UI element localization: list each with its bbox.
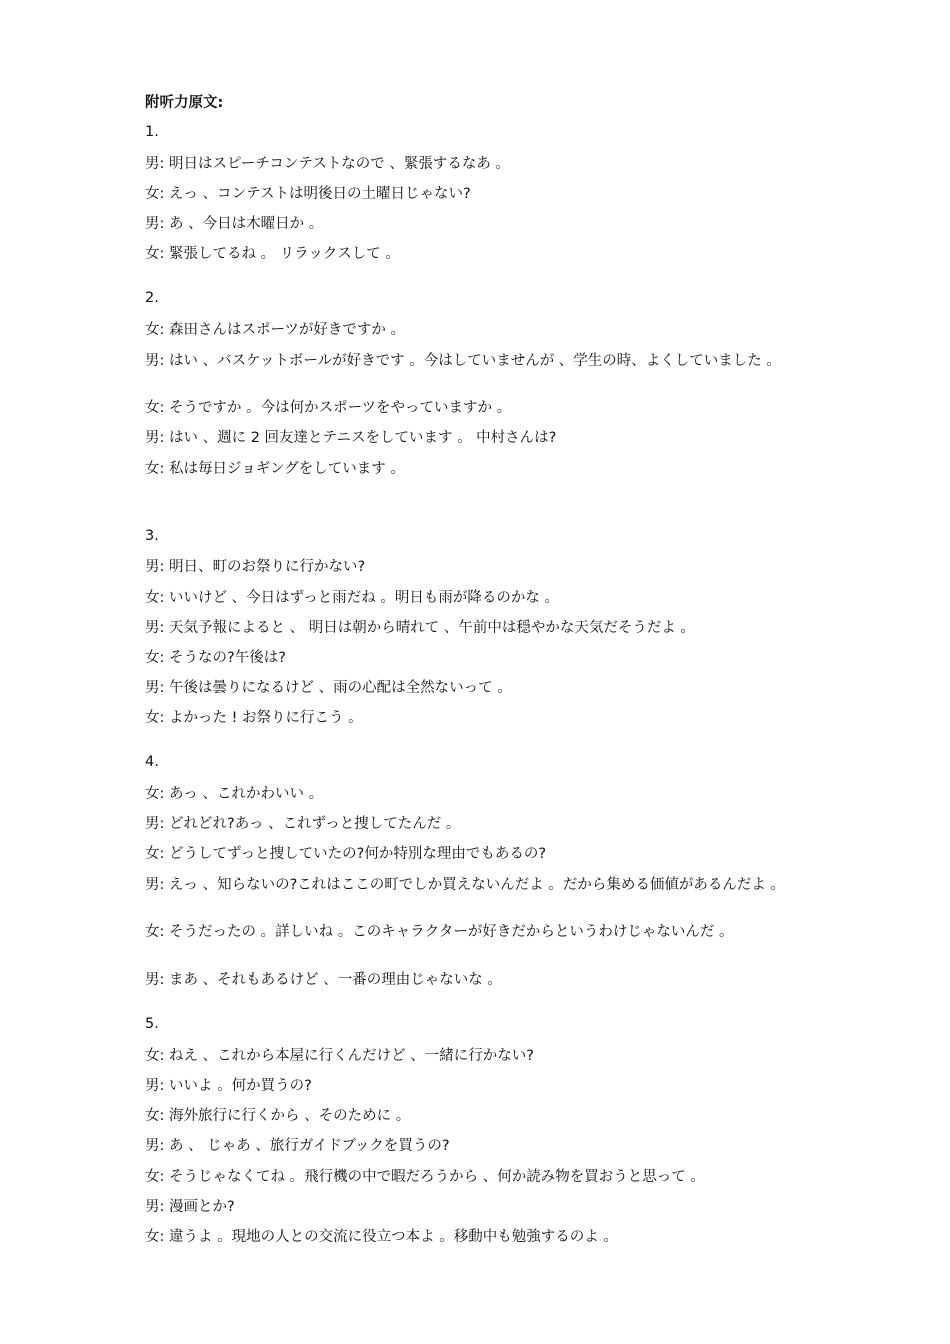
dialogue-line: 女: そうじゃなくてね 。飛行機の中で暇だろうから 、何か読み物を買おうと思って 。 — [145, 1169, 705, 1185]
dialogue-line: 女: どうしてずっと捜していたの?何か特別な理由でもあるの? — [145, 846, 547, 862]
dialogue-line: 女: そうなの?午後は? — [145, 650, 286, 666]
dialogue-line: 男: 午後は曇りになるけど 、雨の心配は全然ないって 。 — [145, 680, 512, 696]
dialogue-line: 男: どれどれ?あっ 、これずっと捜してたんだ 。 — [145, 816, 461, 832]
dialogue-line: 男: あ 、 じゃあ 、旅行ガイドブックを買うの? — [145, 1138, 450, 1154]
dialogue-line: 男: えっ 、知らないの?これはここの町でしか買えないんだよ 。だから集める価値があるんだよ 。 — [145, 877, 786, 893]
document-heading: 附听力原文: — [145, 95, 224, 111]
dialogue-line: 女: よかった ! お祭りに行こう 。 — [145, 710, 363, 726]
dialogue-line: 女: 森田さんはスポーツが好きですか 。 — [145, 322, 406, 338]
dialogue-line: 男: はい 、週に 2 回友達とテニスをしています 。 中村さんは? — [145, 430, 557, 446]
dialogue-line: 女: えっ 、コンテストは明後日の土曜日じゃない? — [145, 186, 471, 202]
dialogue-line: 男: 天気予報によると 、 明日は朝から晴れて 、午前中は穏やかな天気だそうだよ 。 — [145, 620, 695, 636]
dialogue-line: 男: いいよ 。何か買うの? — [145, 1078, 312, 1094]
dialogue-line: 男: 漫画とか? — [145, 1199, 235, 1215]
dialogue-line: 女: そうだったの 。詳しいね 。このキャラクターが好きだからというわけじゃないんだ 。 — [145, 924, 734, 940]
dialogue-line: 女: 海外旅行に行くから 、そのために 。 — [145, 1108, 411, 1124]
dialogue-line: 女: ねえ 、これから本屋に行くんだけど 、一緒に行かない? — [145, 1048, 534, 1064]
section-number: 4. — [145, 754, 159, 770]
section-number: 1. — [145, 124, 159, 140]
dialogue-line: 女: あっ 、これかわいい 。 — [145, 786, 324, 802]
dialogue-line: 男: あ 、今日は木曜日か 。 — [145, 216, 324, 232]
dialogue-line: 男: はい 、バスケットボールが好きです 。今はしていませんが 、学生の時、よくしていました 。 — [145, 353, 781, 369]
dialogue-line: 女: 緊張してるね 。 リラックスして 。 — [145, 246, 400, 262]
section-number: 2. — [145, 290, 159, 306]
dialogue-line: 男: 明日、町のお祭りに行かない? — [145, 559, 366, 575]
dialogue-line: 女: 違うよ 。現地の人との交流に役立つ本よ 。移動中も勉強するのよ 。 — [145, 1229, 618, 1245]
dialogue-line: 女: そうですか 。今は何かスポーツをやっていますか 。 — [145, 400, 512, 416]
dialogue-line: 男: まあ 、それもあるけど 、一番の理由じゃないな 。 — [145, 972, 502, 988]
section-number: 5. — [145, 1016, 159, 1032]
dialogue-line: 女: 私は毎日ジョギングをしています 。 — [145, 461, 405, 477]
dialogue-line: 男: 明日はスピーチコンテストなので 、緊張するなあ 。 — [145, 156, 510, 172]
dialogue-line: 女: いいけど 、今日はずっと雨だね 。明日も雨が降るのかな 。 — [145, 590, 559, 606]
section-number: 3. — [145, 528, 159, 544]
